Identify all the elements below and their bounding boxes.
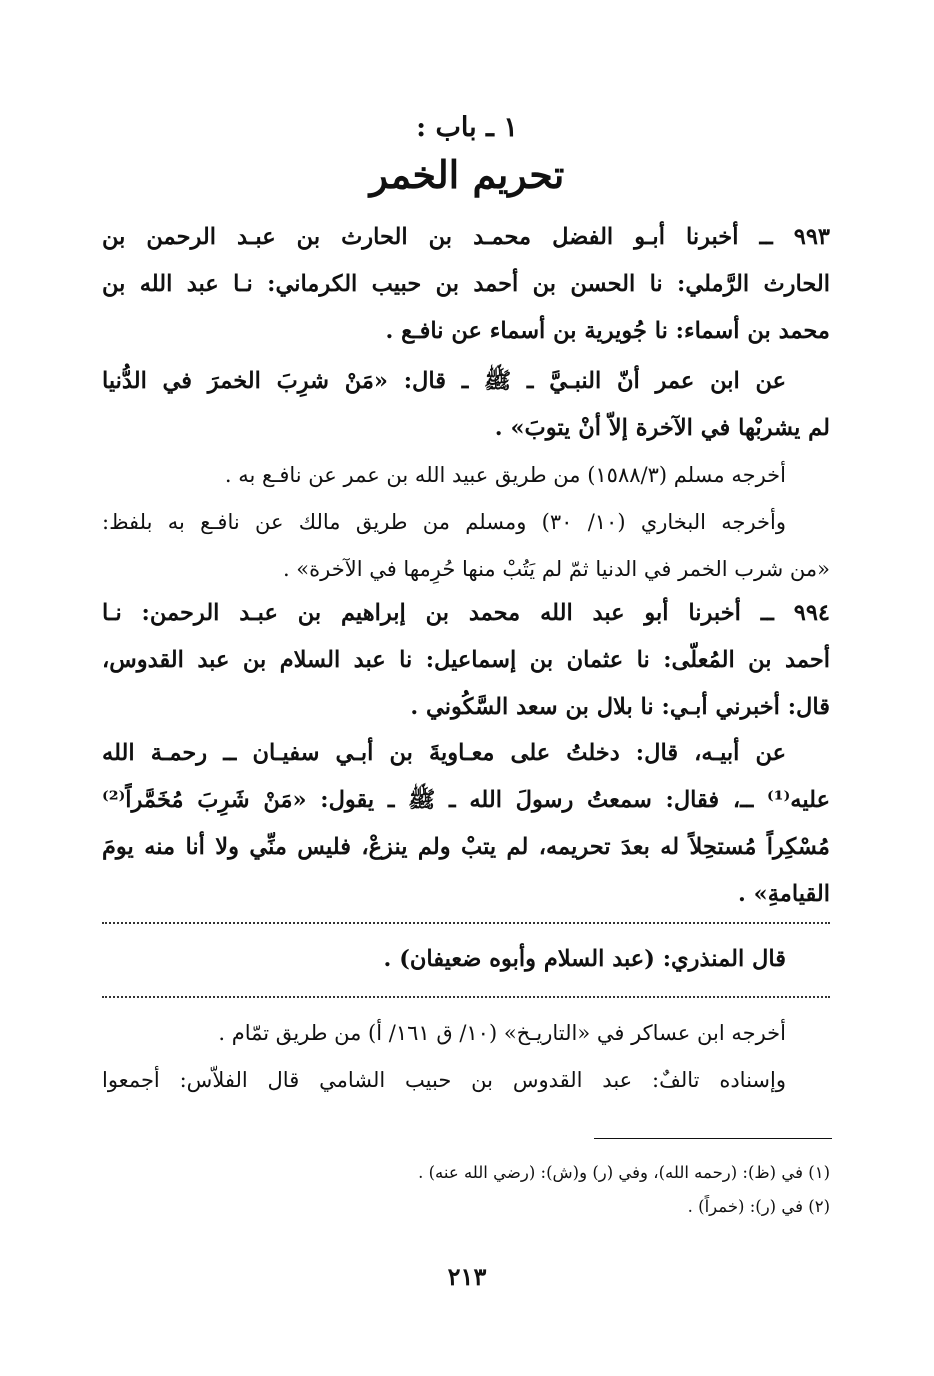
text-line: عليه⁽¹⁾ ــ، فقال: سمعتُ رسولَ الله ـ ﷺ ـ يقول: «مَنْ شَرِبَ مُخَمَّراً⁽²⁾ <box>102 787 830 813</box>
text-line: «من شرب الخمر في الدنيا ثمّ لم يَتُبْ منها حُرِمها في الآخرة» . <box>282 557 830 581</box>
hadith-993-takhrij <box>102 452 830 593</box>
footnote-1: (١) في (ظ): (رحمه الله)، وفي (ر) و(ش): (رضي الله عنه) . <box>418 1163 830 1182</box>
text-line: الحارث الرَّملي: نا الحسن بن أحمد بن حبيب الكرماني: نـا عبد الله بن <box>102 271 830 297</box>
text-line: ٩٩٣ ــ أخبرنا أبـو الفضل محمـد بن الحارث بن عبـد الرحمن بن <box>102 224 830 250</box>
chapter-number: ١ ـ باب : <box>416 112 518 143</box>
footnote-2: (٢) في (ر): (خمراً) . <box>687 1197 830 1216</box>
text-line: مُسْكِراً مُستحِلاً له بعدَ تحريمه، لم يتبْ ولم ينزعْ، فليس منِّي ولا أنا منه يومَ <box>102 834 830 860</box>
text-line: لم يشربْها في الآخرة إلاّ أنْ يتوبَ» . <box>494 415 830 441</box>
hadith-994-isnad <box>102 590 830 731</box>
text-line: أخرجه مسلم (١٥٨٨/٣) من طريق عبيد الله بن عمر عن نافـع به . <box>224 463 786 487</box>
chapter-title: تحريم الخمر <box>369 152 565 197</box>
hadith-994-matn <box>102 730 830 918</box>
text-line: قال المنذري: (عبد السلام وأبوه ضعيفان) . <box>383 946 786 972</box>
text-line: قال: أخبرني أبـي: نا بلال بن سعد السَّكُوني . <box>410 694 830 720</box>
hadith-993-matn <box>102 358 830 452</box>
text-line: وإسناده تالفٌ: عبد القدوس بن حبيب الشامي قال الفلاّس: أجمعوا <box>102 1068 786 1092</box>
dotted-separator <box>102 922 830 926</box>
text-line: أخرجه ابن عساكر في «التاريـخ» (١٠/ ق ١٦١/ أ) من طريق تمّام . <box>218 1021 786 1045</box>
hadith-993-isnad <box>102 214 830 355</box>
mundhiri-note <box>102 936 830 983</box>
page-number: ٢١٣ <box>447 1262 487 1291</box>
text-line: وأخرجه البخاري (١٠/ ٣٠) ومسلم من طريق مالك عن نافـع به بلفظ: <box>102 510 786 534</box>
text-line: محمد بن أسماء: نا جُويرية بن أسماء عن نافـع . <box>385 318 830 344</box>
footnote-rule <box>594 1138 832 1139</box>
text-line: عن أبيـه، قال: دخلتُ على معـاويةَ بن أبـي سفيـان ــ رحمـة الله <box>102 740 786 766</box>
text-line: عن ابن عمر أنّ النبـيَّ ـ ﷺ ـ قال: «مَنْ شرِبَ الخمرَ في الدُّنيا <box>102 368 786 394</box>
text-line: ٩٩٤ ــ أخبرنا أبو عبد الله محمد بن إبراهيم بن عبـد الرحمن: نـا <box>102 600 830 626</box>
hadith-994-takhrij <box>102 1010 830 1104</box>
text-line: أحمد بن المُعلّى: نا عثمان بن إسماعيل: نا عبد السلام بن عبد القدوس، <box>102 647 830 673</box>
text-line: القيامةِ» . <box>738 881 830 907</box>
dotted-separator <box>102 996 830 1000</box>
